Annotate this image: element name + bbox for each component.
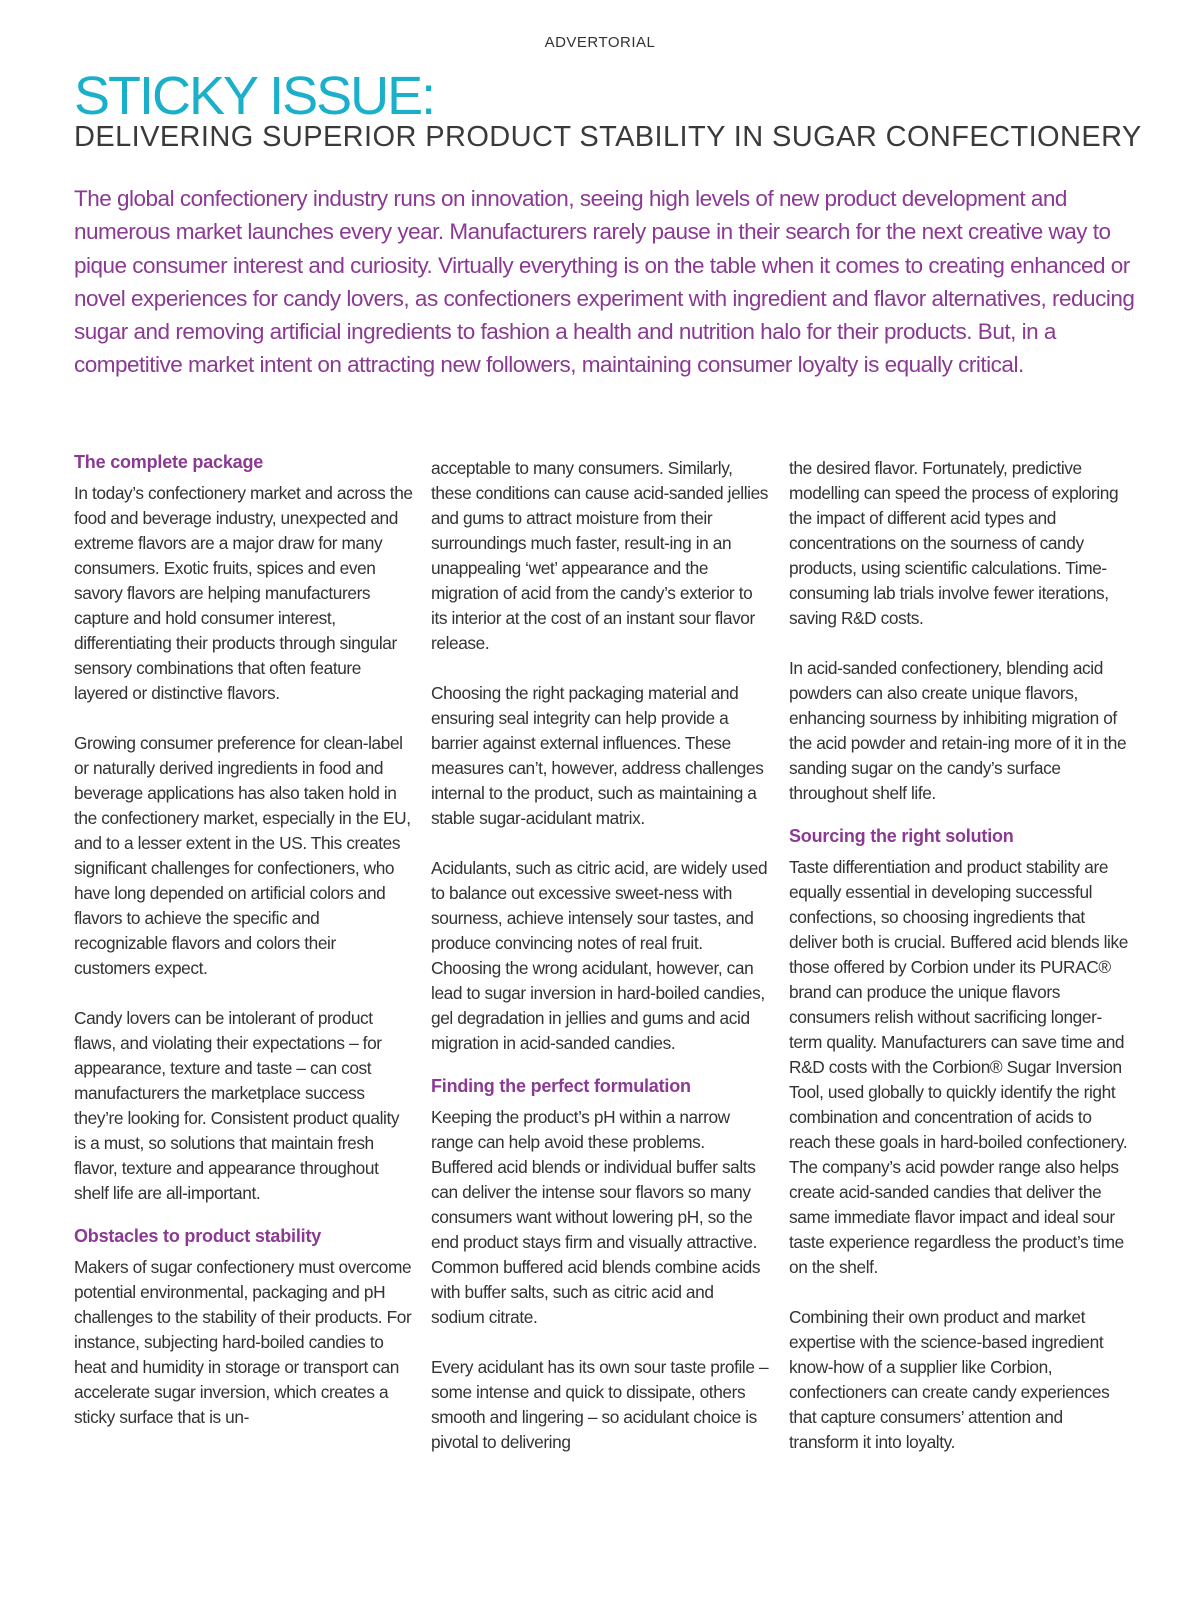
article-column-1 [74,449,414,1430]
body-paragraph: Choosing the right packaging material and ensuring seal integrity can help provide a barrier against external influences. These measures can’t, however, address challenges internal to the product, such as maintaining a stable sugar-acidulant matrix. [431,683,764,828]
section-heading-sourcing: Sourcing the right solution [789,826,1014,846]
article-column-3 [789,456,1129,1455]
body-paragraph: acceptable to many consumers. Similarly, these conditions can cause acid-sanded jellies and gums to attract moisture from their surroundings much faster, result-ing in an unappealing ‘wet’ appearance and the migration of acid from the candy’s exterior to its interior at the cost of an instant sour flavor release. [431,458,769,653]
body-paragraph: the desired flavor. Fortunately, predictive modelling can speed the process of exploring the impact of different acid types and concentrations on the sourness of candy products, using scientific calculations. Time-consuming lab trials involve fewer iterations, saving R&D costs. [789,458,1119,628]
body-paragraph: Growing consumer preference for clean-label or naturally derived ingredients in food and beverage applications has also taken hold in the confectionery market, especially in the EU, and to a lesser extent in the US. This creates significant challenges for confectioners, who have long depended on artificial colors and flavors to achieve the specific and recognizable flavors and colors their customers expect. [74,733,411,978]
body-paragraph: In acid-sanded confectionery, blending acid powders can also create unique flavors, enhancing sourness by inhibiting migration of the acid powder and retain-ing more of it in the sanding sugar on the candy’s surface throughout shelf life. [789,658,1127,803]
body-paragraph: Acidulants, such as citric acid, are widely used to balance out excessive sweet-ness with sourness, achieve intensely sour tastes, and produce convincing notes of real fruit. Choosing the wrong acidulant, however, can lead to sugar inversion in hard-boiled candies, gel degradation in jellies and gums and acid migration in acid-sanded candies. [431,858,768,1053]
article-column-2 [431,456,771,1455]
body-paragraph: Candy lovers can be intolerant of product flaws, and violating their expectations – for appearance, texture and taste – can cost manufacturers the marketplace success they’re looking for. Consistent product quality is a must, so solutions that maintain fresh flavor, texture and appearance throughout shelf life are all-important. [74,1008,400,1203]
body-paragraph: Makers of sugar confectionery must overcome potential environmental, packaging and pH challenges to the stability of their products. For instance, subjecting hard-boiled candies to heat and humidity in storage or transport can accelerate sugar inversion, which creates a sticky surface that is un- [74,1257,412,1427]
page-subtitle: DELIVERING SUPERIOR PRODUCT STABILITY IN SUGAR CONFECTIONERY [74,121,1142,153]
intro-paragraph: The global confectionery industry runs on innovation, seeing high levels of new product development and numerous market launches every year. Manufacturers rarely pause in their search for the next creative way to pique consumer interest and curiosity. Virtually everything is on the table when it comes to creating enhanced or novel experiences for candy lovers, as confectioners experiment with ingredient and flavor alternatives, reducing sugar and removing artificial ingredients to fashion a health and nutrition halo for their products. But, in a competitive market intent on attracting new followers, maintaining consumer loyalty is equally critical. [74,186,1135,378]
body-paragraph: Combining their own product and market expertise with the science-based ingredient know-how of a supplier like Corbion, confectioners can create candy experiences that capture consumers’ attention and transform it into loyalty. [789,1307,1110,1452]
body-paragraph: Keeping the product’s pH within a narrow range can help avoid these problems. Buffered acid blends or individual buffer salts can deliver the intense sour flavors so many consumers want without lowering pH, so the end product stays firm and visually attractive. Common buffered acid blends combine acids with buffer salts, such as citric acid and sodium citrate. [431,1107,761,1327]
section-heading-formulation: Finding the perfect formulation [431,1076,691,1096]
body-paragraph: Every acidulant has its own sour taste profile – some intense and quick to dissipate, others smooth and lingering – so acidulant choice is pivotal to delivering [431,1357,769,1452]
section-heading-complete-package: The complete package [74,452,264,472]
body-paragraph: Taste differentiation and product stability are equally essential in developing successful confections, so choosing ingredients that deliver both is crucial. Buffered acid blends like those offered by Corbion under its PURAC® brand can produce the unique flavors consumers relish without sacrificing longer-term quality. Manufacturers can save time and R&D costs with the Corbion® Sugar Inversion Tool, used globally to quickly identify the right combination and concentration of acids to reach these goals in hard-boiled confectionery. The company’s acid powder range also helps create acid-sanded candies that deliver the same immediate flavor impact and ideal sour taste experience regardless the product’s time on the shelf. [789,857,1128,1277]
advertorial-label: ADVERTORIAL [544,34,656,51]
page-title: STICKY ISSUE: [74,66,435,126]
body-paragraph: In today’s confectionery market and across the food and beverage industry, unexpected and extreme flavors are a major draw for many consumers. Exotic fruits, spices and even savory flavors are helping manufacturers capture and hold consumer interest, differentiating their products through singular sensory combinations that often feature layered or distinctive flavors. [74,483,413,703]
section-heading-obstacles: Obstacles to product stability [74,1226,322,1246]
